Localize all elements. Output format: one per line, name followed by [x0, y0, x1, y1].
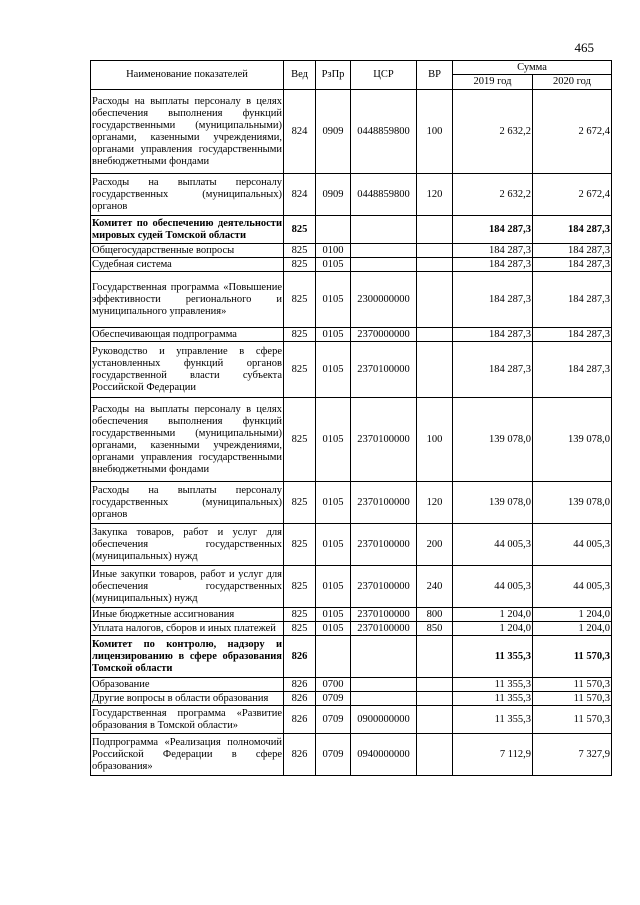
- cell-name: Расходы на выплаты персоналу в целях обеспечения выполнения функций государственными (муниципальными) органами, казенными учреждениями, органами управления государственными внебюджетными фондами: [91, 90, 284, 174]
- cell-csr: 0448859800: [351, 90, 417, 174]
- cell-y2019: 139 078,0: [453, 398, 533, 482]
- table-row: [91, 258, 612, 272]
- cell-y2020: 184 287,3: [533, 244, 612, 258]
- table-body: [91, 90, 612, 776]
- cell-vr: [417, 258, 453, 272]
- cell-ved: 825: [284, 482, 316, 524]
- cell-y2019: 1 204,0: [453, 622, 533, 636]
- cell-y2020: 7 327,9: [533, 734, 612, 776]
- cell-name: Расходы на выплаты персоналу в целях обеспечения выполнения функций государственными (муниципальными) органами, казенными учреждениями, органами управления государственными внебюджетными фондами: [91, 398, 284, 482]
- cell-name: Расходы на выплаты персоналу государственных (муниципальных) органов: [91, 174, 284, 216]
- cell-y2019: 2 632,2: [453, 90, 533, 174]
- cell-vr: [417, 692, 453, 706]
- cell-name: Общегосударственные вопросы: [91, 244, 284, 258]
- cell-csr: [351, 258, 417, 272]
- cell-y2020: 11 570,3: [533, 636, 612, 678]
- header-ved: Вед: [284, 61, 316, 90]
- table-row: [91, 90, 612, 174]
- header-csr: ЦСР: [351, 61, 417, 90]
- table-row: [91, 734, 612, 776]
- cell-y2019: 7 112,9: [453, 734, 533, 776]
- cell-rzpr: 0709: [316, 692, 351, 706]
- cell-y2020: 184 287,3: [533, 342, 612, 398]
- cell-y2020: 139 078,0: [533, 398, 612, 482]
- cell-ved: 825: [284, 566, 316, 608]
- cell-y2019: 11 355,3: [453, 692, 533, 706]
- cell-csr: 2370100000: [351, 608, 417, 622]
- cell-ved: 826: [284, 692, 316, 706]
- cell-y2019: 44 005,3: [453, 524, 533, 566]
- cell-name: Комитет по обеспечению деятельности мировых судей Томской области: [91, 216, 284, 244]
- table-row: [91, 524, 612, 566]
- table-row: [91, 706, 612, 734]
- cell-ved: 826: [284, 678, 316, 692]
- cell-csr: 2370100000: [351, 342, 417, 398]
- cell-ved: 826: [284, 636, 316, 678]
- cell-name: Иные закупки товаров, работ и услуг для обеспечения государственных (муниципальных) нужд: [91, 566, 284, 608]
- cell-y2019: 184 287,3: [453, 244, 533, 258]
- cell-y2020: 184 287,3: [533, 328, 612, 342]
- table-row: [91, 216, 612, 244]
- cell-csr: 2370000000: [351, 328, 417, 342]
- header-vr: ВР: [417, 61, 453, 90]
- cell-ved: 825: [284, 244, 316, 258]
- table-row: [91, 342, 612, 398]
- cell-csr: 2370100000: [351, 566, 417, 608]
- cell-ved: 825: [284, 342, 316, 398]
- cell-csr: [351, 678, 417, 692]
- cell-csr: 0448859800: [351, 174, 417, 216]
- header-2019: 2019 год: [453, 75, 533, 90]
- cell-name: Образование: [91, 678, 284, 692]
- cell-ved: 825: [284, 524, 316, 566]
- cell-name: Иные бюджетные ассигнования: [91, 608, 284, 622]
- cell-vr: [417, 272, 453, 328]
- cell-vr: [417, 678, 453, 692]
- cell-rzpr: 0709: [316, 706, 351, 734]
- table-row: [91, 328, 612, 342]
- cell-vr: 200: [417, 524, 453, 566]
- cell-rzpr: 0105: [316, 622, 351, 636]
- cell-csr: [351, 244, 417, 258]
- cell-name: Судебная система: [91, 258, 284, 272]
- table-row: [91, 692, 612, 706]
- cell-rzpr: 0100: [316, 244, 351, 258]
- cell-y2019: 11 355,3: [453, 636, 533, 678]
- cell-name: Государственная программа «Повышение эффективности регионального и муниципального управления»: [91, 272, 284, 328]
- cell-y2019: 139 078,0: [453, 482, 533, 524]
- cell-y2020: 1 204,0: [533, 608, 612, 622]
- cell-vr: 800: [417, 608, 453, 622]
- cell-y2020: 44 005,3: [533, 566, 612, 608]
- table-row: [91, 272, 612, 328]
- cell-y2019: 44 005,3: [453, 566, 533, 608]
- cell-csr: 2300000000: [351, 272, 417, 328]
- cell-name: Закупка товаров, работ и услуг для обеспечения государственных (муниципальных) нужд: [91, 524, 284, 566]
- cell-csr: 2370100000: [351, 482, 417, 524]
- cell-rzpr: 0105: [316, 566, 351, 608]
- cell-csr: [351, 692, 417, 706]
- table-row: [91, 678, 612, 692]
- header-summa: Сумма: [453, 61, 612, 75]
- cell-csr: 2370100000: [351, 622, 417, 636]
- cell-rzpr: 0105: [316, 272, 351, 328]
- cell-y2019: 2 632,2: [453, 174, 533, 216]
- cell-y2020: 184 287,3: [533, 258, 612, 272]
- table-row: [91, 608, 612, 622]
- cell-ved: 825: [284, 608, 316, 622]
- cell-vr: [417, 328, 453, 342]
- cell-name: Комитет по контролю, надзору и лицензированию в сфере образования Томской области: [91, 636, 284, 678]
- cell-y2020: 44 005,3: [533, 524, 612, 566]
- cell-name: Уплата налогов, сборов и иных платежей: [91, 622, 284, 636]
- page-number: 465: [574, 40, 594, 55]
- cell-csr: 0940000000: [351, 734, 417, 776]
- table-row: [91, 622, 612, 636]
- cell-y2019: 11 355,3: [453, 678, 533, 692]
- cell-y2019: 184 287,3: [453, 272, 533, 328]
- cell-ved: 825: [284, 622, 316, 636]
- cell-y2020: 184 287,3: [533, 216, 612, 244]
- cell-y2020: 2 672,4: [533, 90, 612, 174]
- header-rzpr: РзПр: [316, 61, 351, 90]
- cell-csr: [351, 636, 417, 678]
- table-row: [91, 244, 612, 258]
- budget-table: [90, 60, 612, 776]
- cell-rzpr: 0105: [316, 328, 351, 342]
- cell-y2020: 184 287,3: [533, 272, 612, 328]
- cell-rzpr: 0105: [316, 482, 351, 524]
- cell-y2020: 139 078,0: [533, 482, 612, 524]
- cell-ved: 824: [284, 90, 316, 174]
- cell-vr: [417, 342, 453, 398]
- cell-y2019: 1 204,0: [453, 608, 533, 622]
- cell-rzpr: 0700: [316, 678, 351, 692]
- cell-vr: [417, 706, 453, 734]
- cell-vr: 850: [417, 622, 453, 636]
- table-row: [91, 174, 612, 216]
- cell-vr: 120: [417, 482, 453, 524]
- cell-ved: 826: [284, 706, 316, 734]
- cell-vr: [417, 216, 453, 244]
- cell-ved: 826: [284, 734, 316, 776]
- cell-y2019: 184 287,3: [453, 258, 533, 272]
- cell-csr: 2370100000: [351, 398, 417, 482]
- cell-name: Руководство и управление в сфере установленных функций органов государственной власти субъекта Российской Федерации: [91, 342, 284, 398]
- cell-ved: 824: [284, 174, 316, 216]
- header-name: Наименование показателей: [91, 61, 284, 90]
- cell-ved: 825: [284, 398, 316, 482]
- cell-name: Государственная программа «Развитие образования в Томской области»: [91, 706, 284, 734]
- cell-vr: [417, 636, 453, 678]
- cell-y2020: 11 570,3: [533, 706, 612, 734]
- cell-rzpr: 0909: [316, 90, 351, 174]
- cell-y2019: 184 287,3: [453, 328, 533, 342]
- cell-y2020: 11 570,3: [533, 678, 612, 692]
- cell-rzpr: [316, 636, 351, 678]
- cell-ved: 825: [284, 216, 316, 244]
- cell-rzpr: 0105: [316, 258, 351, 272]
- cell-vr: 240: [417, 566, 453, 608]
- cell-ved: 825: [284, 272, 316, 328]
- cell-ved: 825: [284, 328, 316, 342]
- cell-vr: 120: [417, 174, 453, 216]
- cell-rzpr: 0105: [316, 398, 351, 482]
- cell-vr: [417, 734, 453, 776]
- cell-rzpr: 0709: [316, 734, 351, 776]
- cell-y2019: 11 355,3: [453, 706, 533, 734]
- cell-y2020: 2 672,4: [533, 174, 612, 216]
- cell-ved: 825: [284, 258, 316, 272]
- cell-csr: 2370100000: [351, 524, 417, 566]
- cell-y2020: 1 204,0: [533, 622, 612, 636]
- cell-rzpr: 0105: [316, 608, 351, 622]
- cell-rzpr: 0909: [316, 174, 351, 216]
- cell-name: Другие вопросы в области образования: [91, 692, 284, 706]
- cell-vr: 100: [417, 90, 453, 174]
- table-row: [91, 398, 612, 482]
- cell-rzpr: 0105: [316, 342, 351, 398]
- cell-csr: [351, 216, 417, 244]
- table-row: [91, 636, 612, 678]
- header-2020: 2020 год: [533, 75, 612, 90]
- cell-y2019: 184 287,3: [453, 342, 533, 398]
- cell-rzpr: 0105: [316, 524, 351, 566]
- cell-vr: [417, 244, 453, 258]
- cell-y2020: 11 570,3: [533, 692, 612, 706]
- cell-name: Подпрограмма «Реализация полномочий Российской Федерации в сфере образования»: [91, 734, 284, 776]
- table-row: [91, 566, 612, 608]
- table-row: [91, 482, 612, 524]
- cell-rzpr: [316, 216, 351, 244]
- cell-name: Обеспечивающая подпрограмма: [91, 328, 284, 342]
- cell-csr: 0900000000: [351, 706, 417, 734]
- cell-y2019: 184 287,3: [453, 216, 533, 244]
- cell-name: Расходы на выплаты персоналу государственных (муниципальных) органов: [91, 482, 284, 524]
- cell-vr: 100: [417, 398, 453, 482]
